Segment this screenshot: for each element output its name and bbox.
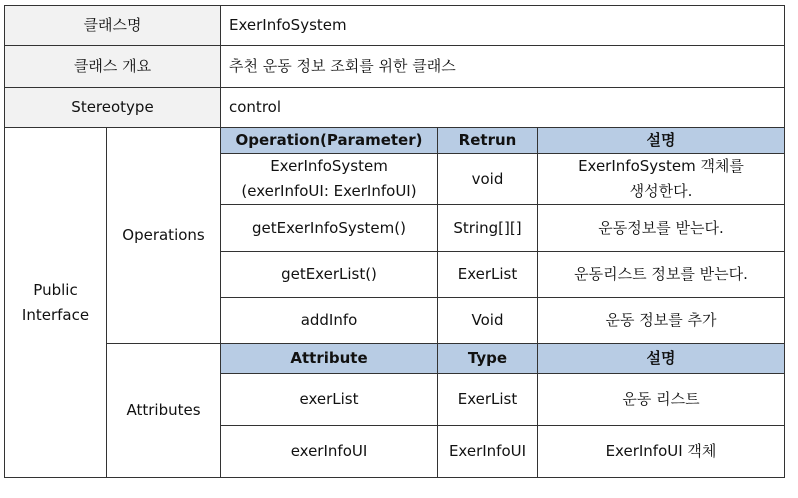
- operation-description-header: 설명: [538, 128, 785, 154]
- operation-name: [221, 154, 438, 205]
- attribute-header: Attribute: [221, 344, 438, 374]
- attribute-type: ExerInfoUI: [438, 426, 538, 478]
- attribute-description-header: 설명: [538, 344, 785, 374]
- class-name-value: ExerInfoSystem: [221, 6, 785, 46]
- operation-return: String[][]: [438, 205, 538, 252]
- operation-name-line1: ExerInfoSystem: [270, 157, 388, 175]
- operation-description-line2: 생성한다.: [629, 182, 693, 200]
- operation-name: addInfo: [221, 298, 438, 344]
- operation-description: 운동 정보를 추가: [538, 298, 785, 344]
- operation-name-line2: (exerInfoUI: ExerInfoUI): [241, 182, 417, 200]
- class-name-label: 클래스명: [5, 6, 221, 46]
- attributes-label: Attributes: [107, 344, 221, 478]
- public-interface-label: [5, 128, 107, 478]
- attribute-name: exerInfoUI: [221, 426, 438, 478]
- operation-name: getExerInfoSystem(): [221, 205, 438, 252]
- stereotype-value: control: [221, 88, 785, 128]
- operations-label: Operations: [107, 128, 221, 344]
- attribute-description: 운동 리스트: [538, 374, 785, 426]
- attribute-name: exerList: [221, 374, 438, 426]
- stereotype-label: Stereotype: [5, 88, 221, 128]
- operation-return: ExerList: [438, 252, 538, 298]
- attribute-description: ExerInfoUI 객체: [538, 426, 785, 478]
- public-interface-line1: Public: [33, 280, 78, 299]
- operation-header: Operation(Parameter): [221, 128, 438, 154]
- operation-description-line1: ExerInfoSystem 객체를: [578, 157, 744, 175]
- class-overview-value: 추천 운동 정보 조회를 위한 클래스: [221, 46, 785, 88]
- attribute-type: ExerList: [438, 374, 538, 426]
- type-header: Type: [438, 344, 538, 374]
- class-spec-table: [4, 5, 785, 478]
- public-interface-line2: Interface: [21, 305, 90, 324]
- operation-description: 운동리스트 정보를 받는다.: [538, 252, 785, 298]
- operation-return: Void: [438, 298, 538, 344]
- operation-description: [538, 154, 785, 205]
- operation-return: void: [438, 154, 538, 205]
- class-overview-label: 클래스 개요: [5, 46, 221, 88]
- operation-name: getExerList(): [221, 252, 438, 298]
- return-header: Retrun: [438, 128, 538, 154]
- operation-description: 운동정보를 받는다.: [538, 205, 785, 252]
